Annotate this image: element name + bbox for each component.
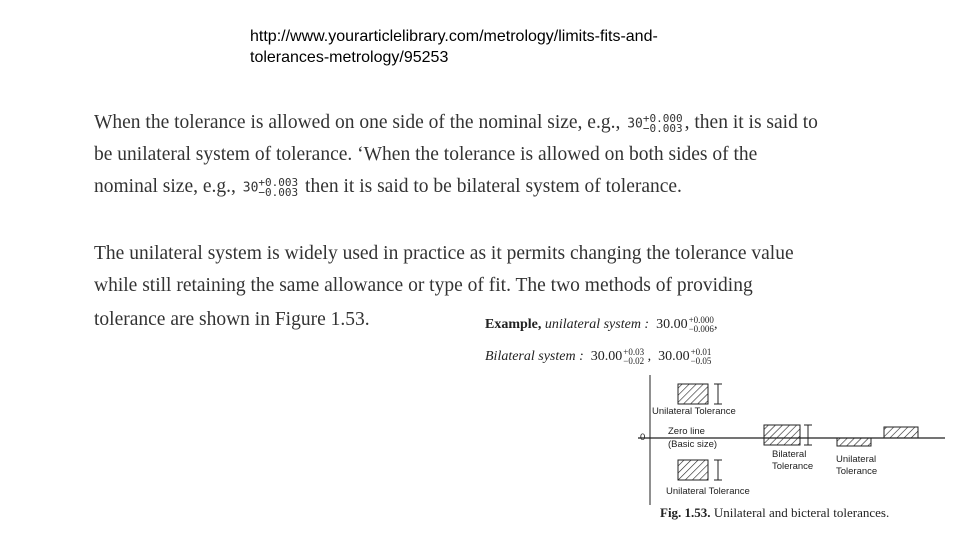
label-bilateral-tolerance: Tolerance [772, 461, 814, 472]
label-basic-size: (Basic size) [668, 439, 718, 450]
para2-line-2: while still retaining the same allowance or type of fit. The two methods of providing [94, 275, 753, 296]
label-unilateral-right: Unilateral [836, 454, 877, 465]
para2-line-1: The unilateral system is widely used in practice as it permits changing the tolerance value [94, 243, 794, 264]
label-unilateral-top: Unilateral Tolerance [652, 406, 736, 417]
source-url[interactable] [250, 26, 770, 68]
label-zero: 0 [640, 432, 646, 443]
paragraph-unilateral-bilateral [94, 112, 924, 212]
figure-1-53 [480, 310, 950, 530]
para1-line-2: be unilateral system of tolerance. ‘When the tolerance is allowed on both sides of the [94, 144, 758, 165]
example-unilateral-equation: Example, unilateral system : 30.00 +0.000 −0.006 , [485, 315, 718, 334]
para2-line-3: tolerance are shown in Figure 1.53. [94, 309, 370, 330]
unilateral-bottom-box [678, 460, 708, 480]
unilateral-top-box [678, 384, 708, 404]
para1-line-3: nominal size, e.g., 30 +0.003 −0.003 then it is said to be bilateral system of tolerance. [94, 175, 682, 199]
example-bilateral-equation: Bilateral system : 30.00 +0.03 −0.02 , 30.00 +0.01 −0.05 [485, 347, 712, 366]
unilateral-above-box [884, 427, 918, 438]
label-unilateral-bottom: Unilateral Tolerance [666, 486, 750, 497]
label-unilateral-right-tolerance: Tolerance [836, 466, 878, 477]
label-zero-line: Zero line [668, 426, 705, 437]
unilateral-below-box [837, 438, 871, 446]
figure-caption: Fig. 1.53. Unilateral and bicteral tolerances. [660, 505, 890, 520]
tolerance-notation-bilateral: 30 +0.003 −0.003 [242, 175, 299, 199]
tolerance-notation-unilateral: 30 +0.000 −0.003 [627, 111, 683, 135]
bilateral-box [764, 425, 800, 445]
para1-line-1: When the tolerance is allowed on one side of the nominal size, e.g., 30 +0.000 −0.003 , then it is said to [94, 111, 818, 135]
source-url-line-2[interactable]: tolerances-metrology/95253 [250, 49, 449, 66]
source-url-line-1[interactable]: http://www.yourarticlelibrary.com/metrology/limits-fits-and- [250, 28, 658, 45]
label-bilateral: Bilateral [772, 449, 807, 460]
